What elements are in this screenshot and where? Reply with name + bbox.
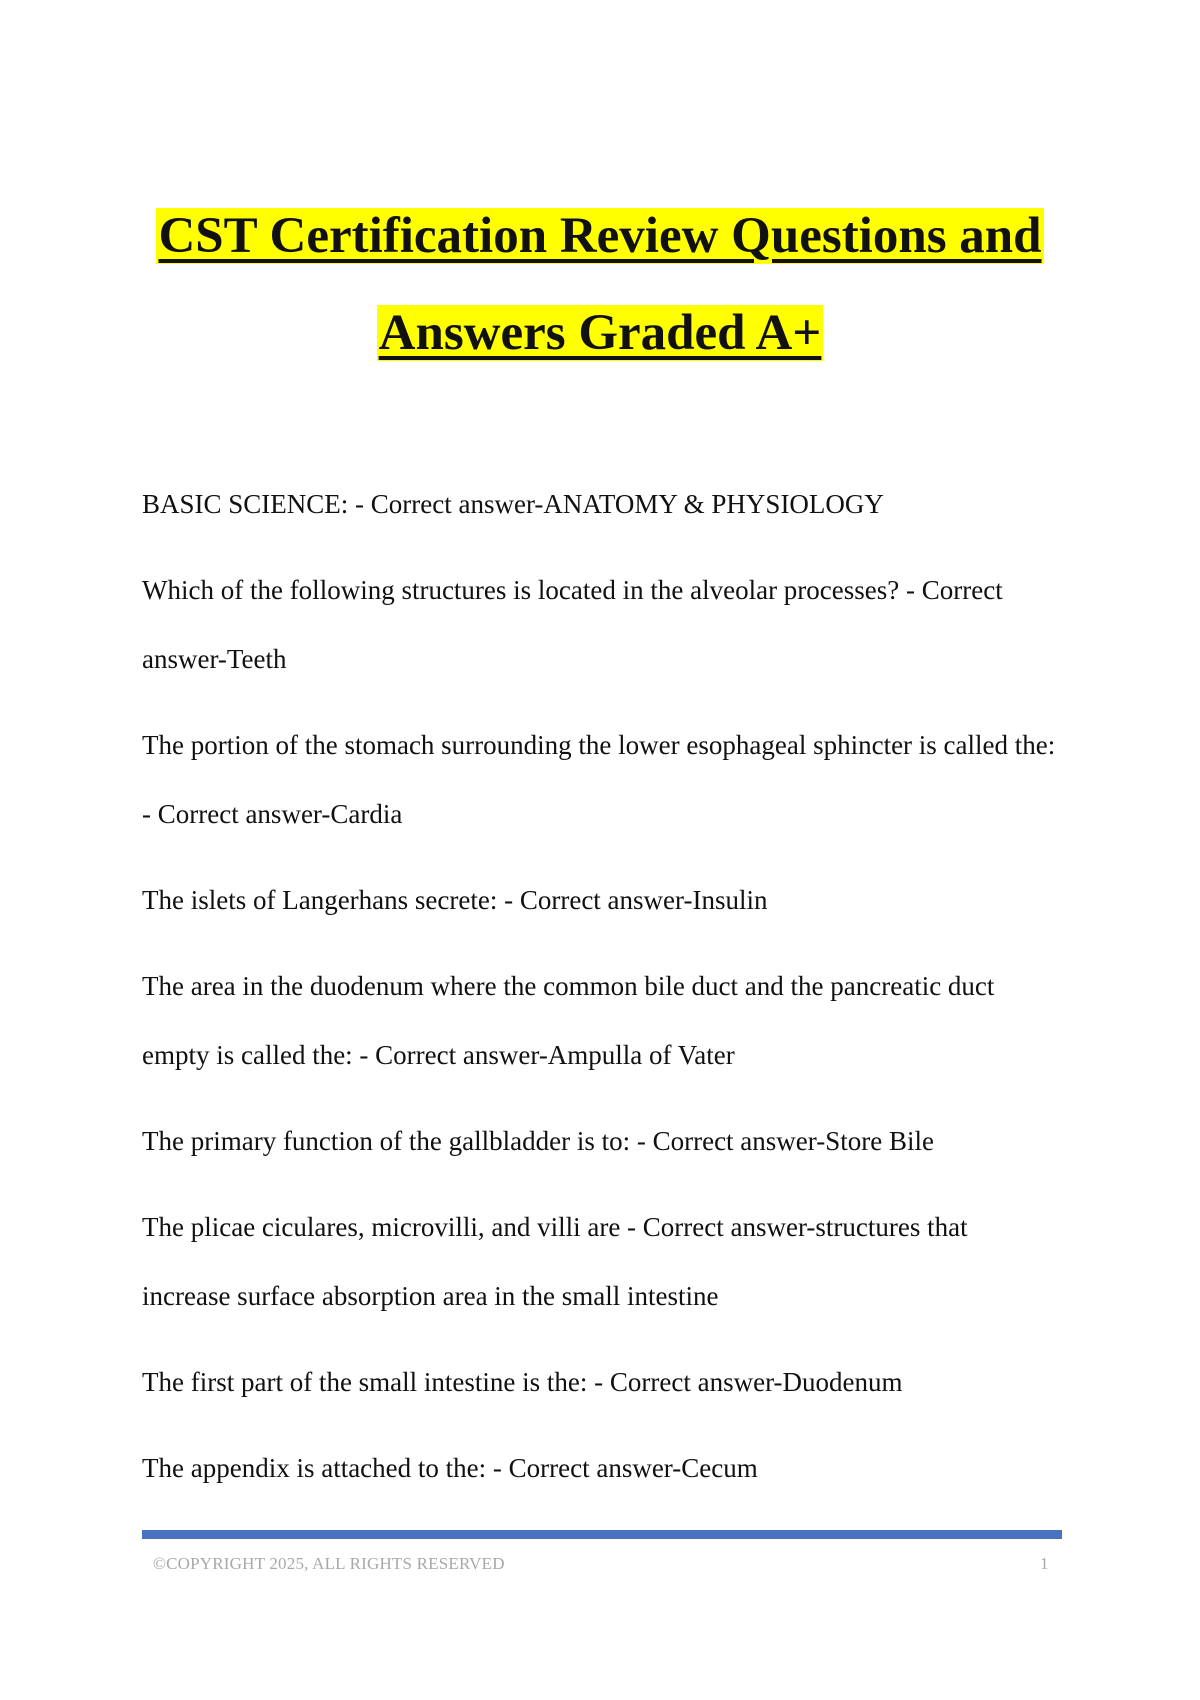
qa-item: The first part of the small intestine is the: - Correct answer-Duodenum (142, 1367, 903, 1397)
qa-item: The portion of the stomach surrounding the lower esophageal sphincter is called the: - Correct answer-Cardia (142, 730, 1056, 829)
qa-list (142, 470, 1062, 1520)
qa-item: BASIC SCIENCE: - Correct answer-ANATOMY & PHYSIOLOGY (142, 489, 884, 519)
footer-copyright: ©COPYRIGHT 2025, ALL RIGHTS RESERVED (153, 1554, 505, 1573)
qa-item: The islets of Langerhans secrete: - Correct answer-Insulin (142, 885, 768, 915)
qa-item: The area in the duodenum where the common bile duct and the pancreatic duct empty is called the: - Correct answer-Ampulla of Vater (142, 971, 995, 1070)
qa-item: Which of the following structures is located in the alveolar processes? - Correct answer-Teeth (142, 575, 1003, 674)
qa-item: The plicae ciculares, microvilli, and villi are - Correct answer-structures that increase surface absorption area in the small intestine (142, 1212, 968, 1311)
qa-item: The appendix is attached to the: - Correct answer-Cecum (142, 1453, 758, 1483)
document-title (0, 188, 1200, 382)
title-line-2 (0, 285, 1200, 382)
title-line-2-text: Answers Graded A+ (378, 305, 822, 361)
footer-divider (142, 1530, 1062, 1539)
title-line-1 (0, 188, 1200, 285)
qa-item: The primary function of the gallbladder is to: - Correct answer-Store Bile (142, 1126, 934, 1156)
footer-page-number: 1 (1040, 1554, 1049, 1573)
title-line-1-text: CST Certification Review Questions and (158, 208, 1042, 264)
